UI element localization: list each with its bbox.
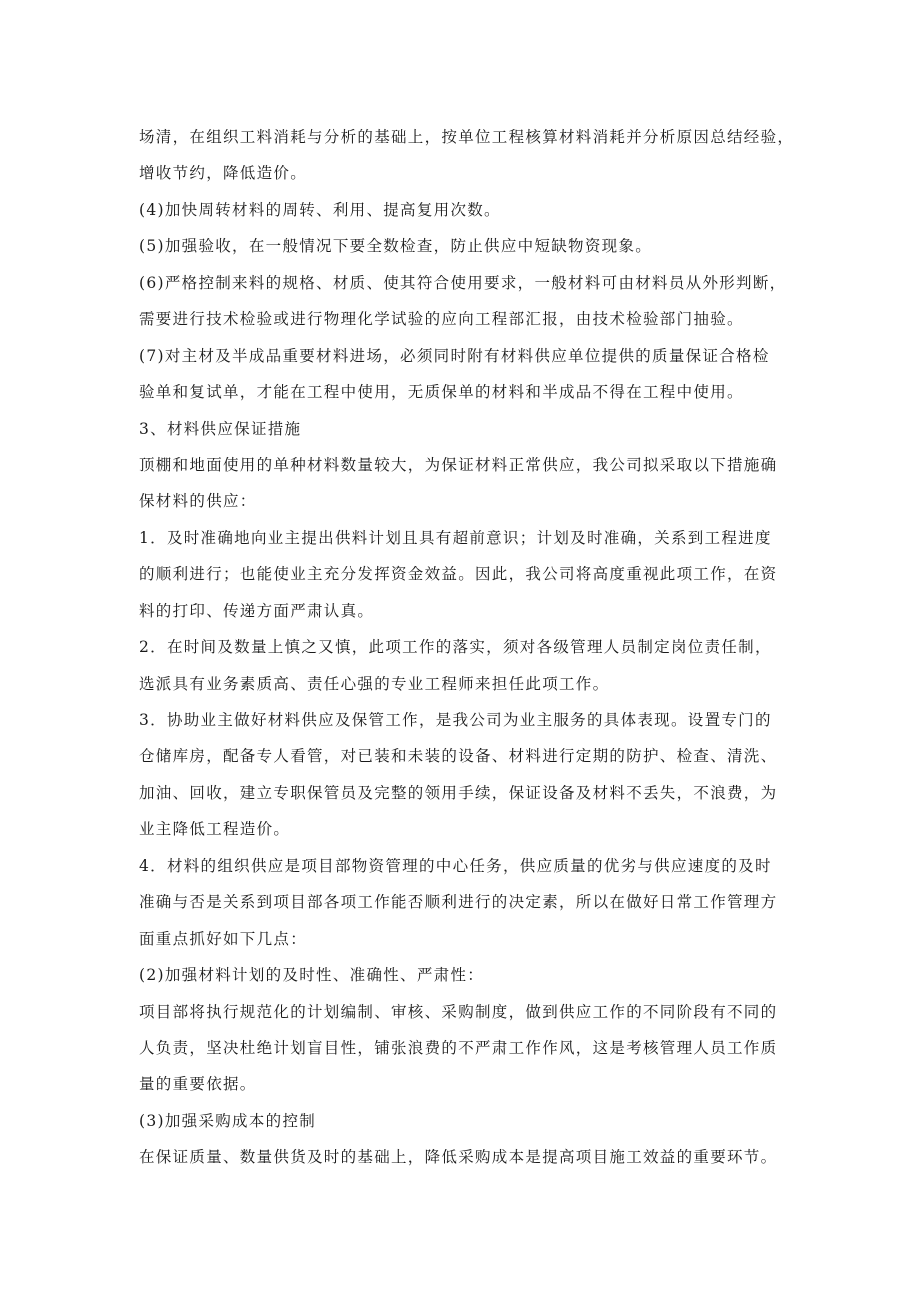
list-item: (3)加强采购成本的控制: [139, 1111, 317, 1130]
text-line: 验单和复试单，才能在工程中使用，无质保单的材料和半成品不得在工程中使用。: [139, 383, 744, 402]
list-item: (6)严格控制来料的规格、材质、使其符合使用要求，一般材料可由材料员从外形判断，: [139, 273, 787, 292]
list-item: 1．及时准确地向业主提出供料计划且具有超前意识；计划及时准确，关系到工程进度: [139, 528, 772, 547]
text-line: 面重点抓好如下几点：: [139, 929, 308, 948]
text-line: 加油、回收，建立专职保管员及完整的领用手续，保证设备及材料不丢失，不浪费，为: [139, 783, 778, 802]
list-item: (5)加强验收，在一般情况下要全数检查，防止供应中短缺物资现象。: [139, 237, 653, 256]
text-line: 的顺利进行；也能使业主充分发挥资金效益。因此，我公司将高度重视此项工作，在资: [139, 565, 778, 584]
text-line: 场清，在组织工料消耗与分析的基础上，按单位工程核算材料消耗并分析原因总结经验，: [139, 128, 795, 146]
text-line: 量的重要依据。: [139, 1075, 257, 1094]
text-line: 料的打印、传递方面严肃认真。: [139, 601, 375, 620]
list-item: 3．协助业主做好材料供应及保管工作，是我公司为业主服务的具体表现。设置专门的: [139, 711, 772, 729]
text-line: 保材料的供应：: [139, 492, 257, 511]
text-line: 增收节约，降低造价。: [139, 164, 308, 183]
text-line: 项目部将执行规范化的计划编制、审核、采购制度，做到供应工作的不同阶段有不同的: [139, 1002, 778, 1021]
text-line: 顶棚和地面使用的单种材料数量较大，为保证材料正常供应，我公司拟采取以下措施确: [139, 455, 778, 474]
text-line: 仓储库房，配备专人看管，对已装和未装的设备、材料进行定期的防护、检查、清洗、: [139, 747, 778, 766]
list-item: (4)加快周转材料的周转、利用、提高复用次数。: [139, 200, 501, 219]
list-item: (7)对主材及半成品重要材料进场，必须同时附有材料供应单位提供的质量保证合格检: [139, 346, 770, 365]
text-line: 人负责，坚决杜绝计划盲目性，铺张浪费的不严肃工作作风，这是考核管理人员工作质: [139, 1038, 778, 1057]
list-item: 4．材料的组织供应是项目部物资管理的中心任务，供应质量的优劣与供应速度的及时: [139, 856, 772, 875]
text-line: 选派具有业务素质高、责任心强的专业工程师来担任此项工作。: [139, 674, 610, 693]
text-line: 准确与否是关系到项目部各项工作能否顺利进行的决定素，所以在做好日常工作管理方: [139, 893, 778, 912]
section-heading: 3、材料供应保证措施: [139, 419, 302, 438]
list-item: (2)加强材料计划的及时性、准确性、严肃性：: [139, 966, 485, 985]
text-line: 需要进行技术检验或进行物理化学试验的应向工程部汇报，由技术检验部门抽验。: [139, 310, 744, 329]
document-body: [139, 119, 799, 1176]
text-line: 业主降低工程造价。: [139, 820, 291, 839]
text-line: 在保证质量、数量供货及时的基础上，降低采购成本是提高项目施工效益的重要环节。: [139, 1148, 778, 1167]
list-item: 2．在时间及数量上慎之又慎，此项工作的落实，须对各级管理人员制定岗位责任制，: [139, 638, 772, 657]
